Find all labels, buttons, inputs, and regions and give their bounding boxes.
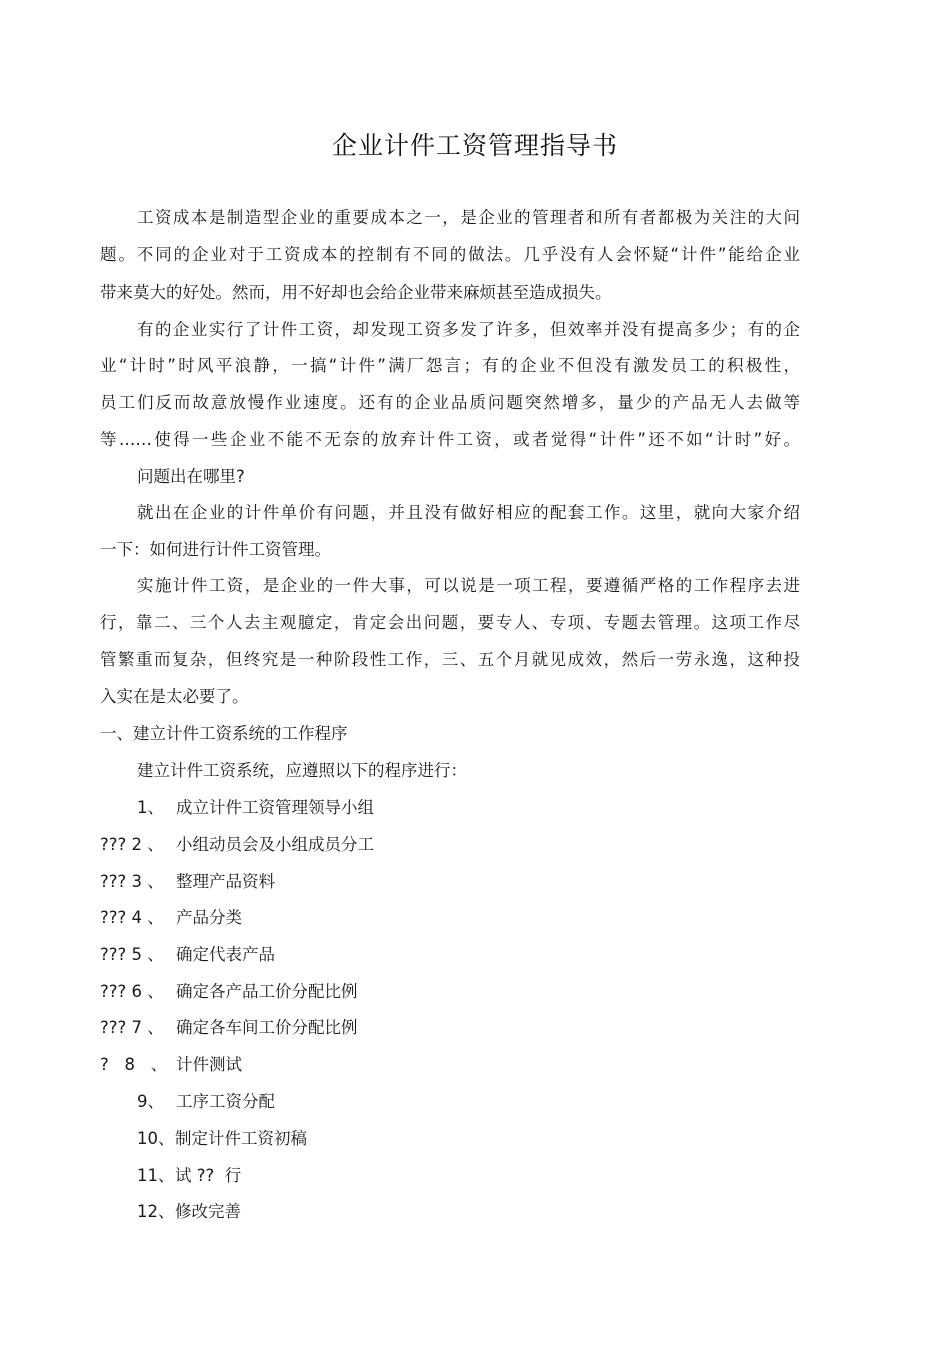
paragraph-1-line-2: 题。不同的企业对于工资成本的控制有不同的做法。几乎没有人会怀疑“计件”能给企业 [100,245,800,264]
step-text: 整理产品资料 [176,872,275,891]
step-text: 制定计件工资初稿 [175,1129,307,1148]
paragraph-5-line-3: 管繁重而复杂，但终究是一种阶段性工作，三、五个月就见成效，然后一劳永逸，这种投 [100,650,800,669]
step-text: 成立计件工资管理领导小组 [176,798,374,817]
step-number: ? 8 、 [100,1055,168,1074]
paragraph-5-line-2: 行，靠二、三个人去主观臆定，肯定会出问题，要专人、专项、专题去管理。这项工作尽 [100,613,800,632]
paragraph-3-line-1: 问题出在哪里? [137,467,245,486]
document-title: 企业计件工资管理指导书 [331,131,618,160]
paragraph-1-line-1: 工资成本是制造型企业的重要成本之一，是企业的管理者和所有者都极为关注的大问 [137,208,800,227]
step-text: 确定各车间工价分配比例 [176,1018,358,1037]
step-number: ??? 4 、 [100,908,164,927]
step-text: 计件测试 [176,1055,242,1074]
step-number: 10、 [137,1129,175,1148]
step-text: 小组动员会及小组成员分工 [176,835,374,854]
step-number: 1、 [137,798,164,817]
step-number: ??? 3 、 [100,872,164,891]
step-number: ??? 6 、 [100,982,164,1001]
step-text: 确定代表产品 [176,945,275,964]
step-text: 试 ?? 行 [175,1166,242,1185]
step-text: 工序工资分配 [176,1092,275,1111]
section-intro: 建立计件工资系统，应遵照以下的程序进行： [137,761,467,780]
step-text: 产品分类 [176,908,242,927]
section-heading: 一、建立计件工资系统的工作程序 [100,724,348,743]
paragraph-2-line-3: 员工们反而故意放慢作业速度。还有的企业品质问题突然增多，量少的产品无人去做等 [100,393,800,412]
paragraph-2-line-2: 业“计时”时风平浪静，一搞“计件”满厂怨言；有的企业不但没有激发员工的积极性， [100,356,800,375]
paragraph-4-line-2: 一下：如何进行计件工资管理。 [100,540,331,559]
step-number: ??? 7 、 [100,1018,164,1037]
paragraph-2-line-1: 有的企业实行了计件工资，却发现工资多发了许多，但效率并没有提高多少；有的企 [137,320,800,339]
paragraph-2-line-4: 等……使得一些企业不能不无奈的放弃计件工资，或者觉得“计件”还不如“计时”好。 [100,430,800,449]
paragraph-5-line-4: 入实在是太必要了。 [100,687,249,706]
step-number: ??? 2 、 [100,835,164,854]
step-text: 修改完善 [175,1202,241,1221]
step-number: 11、 [137,1166,175,1185]
step-number: ??? 5 、 [100,945,164,964]
step-number: 9、 [137,1092,164,1111]
paragraph-1-line-3: 带来莫大的好处。然而，用不好却也会给企业带来麻烦甚至造成损失。 [100,283,612,302]
step-number: 12、 [137,1202,175,1221]
paragraph-5-line-1: 实施计件工资，是企业的一件大事，可以说是一项工程，要遵循严格的工作程序去进 [137,576,800,595]
step-text: 确定各产品工价分配比例 [176,982,358,1001]
paragraph-4-line-1: 就出在企业的计件单价有问题，并且没有做好相应的配套工作。这里，就向大家介绍 [137,503,800,522]
